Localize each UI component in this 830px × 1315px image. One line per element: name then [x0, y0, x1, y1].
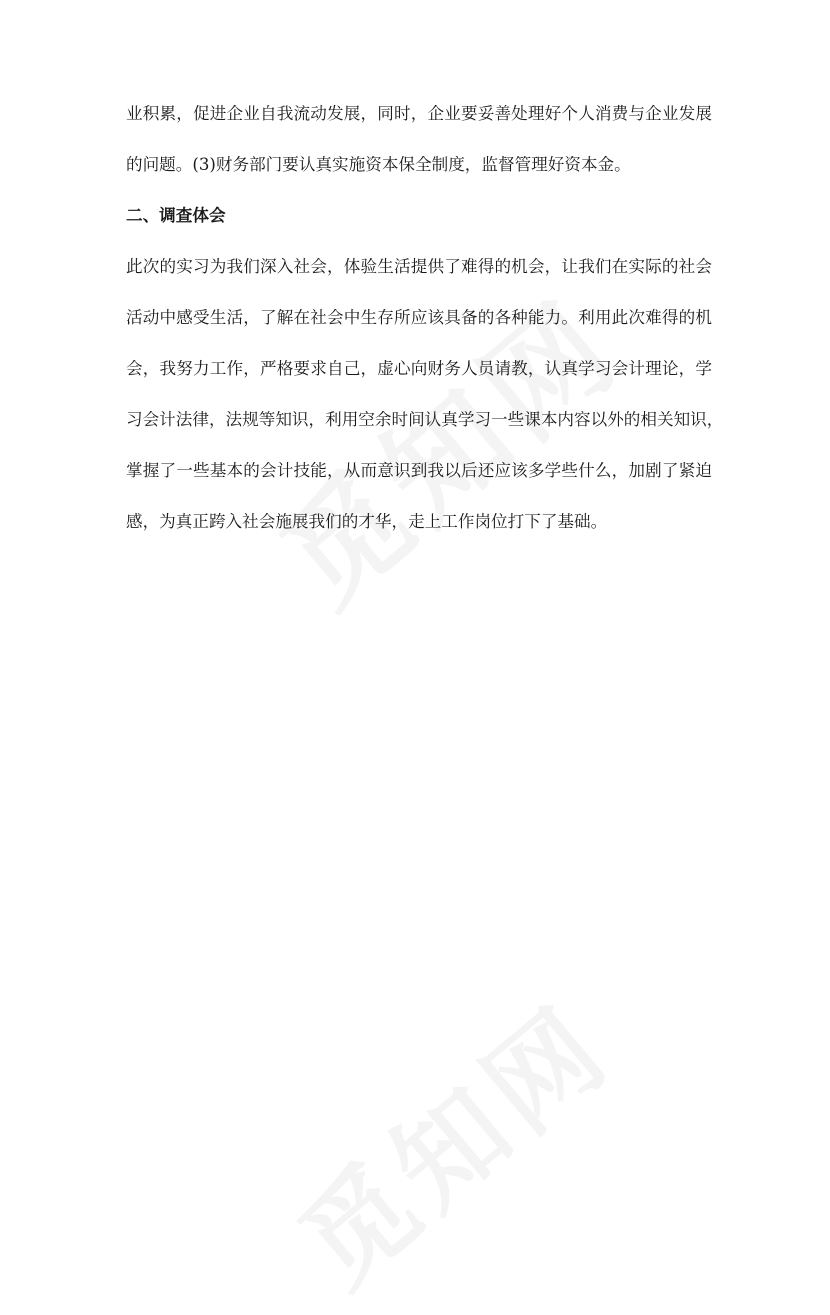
- paragraph-line: 的问题。(3)财务部门要认真实施资本保全制度，监督管理好资本金。: [126, 155, 631, 174]
- paragraph-line: 习会计法律，法规等知识，利用空余时间认真学习一些课本内容以外的相关知识，: [126, 410, 724, 429]
- paragraph-line: 掌握了一些基本的会计技能，从而意识到我以后还应该多学些什么，加剧了紧迫: [126, 461, 712, 480]
- paragraph-line: 此次的实习为我们深入社会，体验生活提供了难得的机会，让我们在实际的社会: [126, 257, 712, 276]
- watermark-bottom: [261, 963, 638, 1315]
- paragraph-experience: [126, 257, 724, 532]
- paragraph-line: 感，为真正跨入社会施展我们的才华，走上工作岗位打下了基础。: [126, 512, 608, 531]
- document-body: [126, 104, 724, 563]
- paragraph-line: 活动中感受生活，了解在社会中生存所应该具备的各种能力。利用此次难得的机: [126, 308, 712, 327]
- paragraph-line: 会，我努力工作，严格要求自己，虚心向财务人员请教，认真学习会计理论，学: [126, 359, 712, 378]
- paragraph-line: 业积累，促进企业自我流动发展，同时，企业要妥善处理好个人消费与企业发展: [126, 104, 712, 123]
- paragraph-continued: [126, 104, 712, 175]
- section-heading: 二、调查体会: [126, 206, 226, 225]
